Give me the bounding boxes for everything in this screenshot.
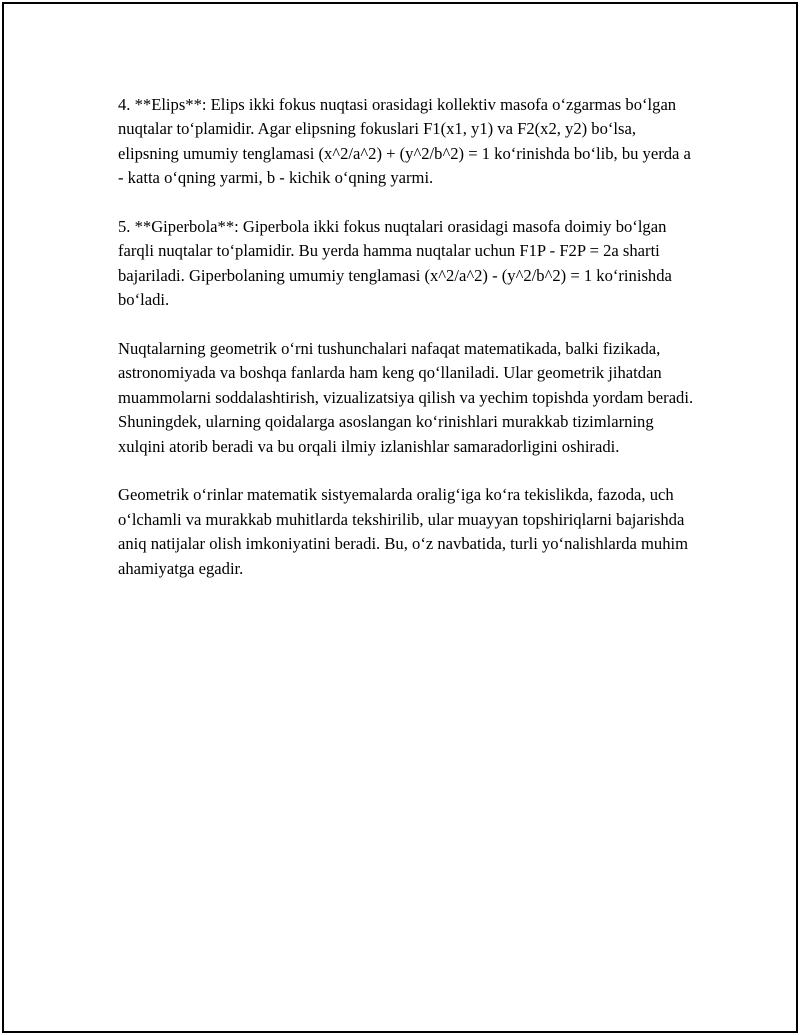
paragraph-ellipse: 4. **Elips**: Elips ikki fokus nuqtasi orasidagi kollektiv masofa o‘zgarmas bo‘lgan nuqtalar to‘plamidir. Agar elipsning fokuslari F1(x1, y1) va F2(x2, y2) bo‘lsa, elipsning umumiy tenglamasi (x^2/a^2) + (y^2/b^2) = 1 ko‘rinishda bo‘lib, bu yerda a - katta o‘qning yarmi, b - kichik o‘qning yarmi. <box>118 95 691 188</box>
document-body <box>118 93 698 605</box>
paragraph-hyperbola: 5. **Giperbola**: Giperbola ikki fokus nuqtalari orasidagi masofa doimiy bo‘lgan farqli nuqtalar to‘plamidir. Bu yerda hamma nuqtalar uchun F1P - F2P = 2a sharti bajariladi. Giperbolaning umumiy tenglamasi (x^2/a^2) - (y^2/b^2) = 1 ko‘rinishda bo‘ladi. <box>118 217 672 310</box>
paragraph-conclusion: Geometrik o‘rinlar matematik sistyemalarda oralig‘iga ko‘ra tekislikda, fazoda, uch o‘lchamli va murakkab muhitlarda tekshirilib, ular muayyan topshiriqlarni bajarishda aniq natijalar olish imkoniyatini beradi. Bu, o‘z navbatida, turli yo‘nalishlarda muhim ahamiyatga egadir. <box>118 485 689 578</box>
paragraph-applications: Nuqtalarning geometrik o‘rni tushunchalari nafaqat matematikada, balki fizikada, astronomiyada va boshqa fanlarda ham keng qo‘llaniladi. Ular geometrik jihatdan muammolarni soddalashtirish, vizualizatsiya qilish va yechim topishda yordam beradi. Shuningdek, ularning qoidalarga asoslangan ko‘rinishlari murakkab tizimlarning xulqini atorib beradi va bu orqali ilmiy izlanishlar samaradorligini oshiradi. <box>118 339 694 456</box>
